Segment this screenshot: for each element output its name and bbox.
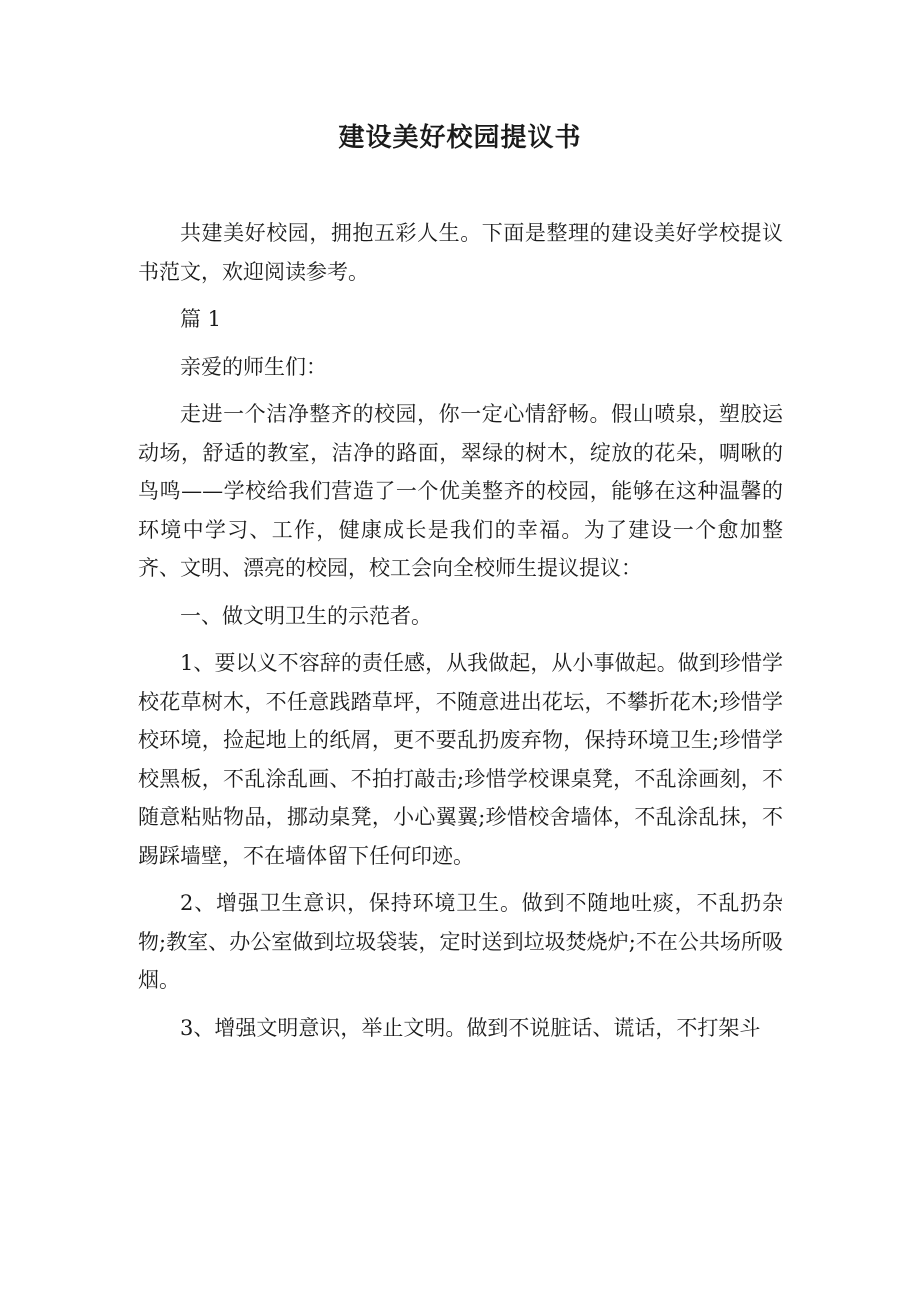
list-item: 3、增强文明意识，举止文明。做到不说脏话、谎话，不打架斗 (180, 1015, 761, 1040)
section-heading: 一、做文明卫生的示范者。 (180, 603, 432, 628)
list-item: 1、要以义不容辞的责任感，从我做起，从小事做起。做到珍惜学校花草树木，不任意践踏草坪，不随意进出花坛，不攀折花木;珍惜学校环境，捡起地上的纸屑，更不要乱扔废弃物，保持环境卫生;珍惜学校黑板，不乱涂乱画、不拍打敲击;珍惜学校课桌凳，不乱涂画刻，不随意粘贴物品，挪动桌凳，小心翼翼;珍惜校舍墙体，不乱涂乱抹，不踢踩墙壁，不在墙体留下任何印迹。 (138, 651, 783, 868)
document-title: 建设美好校园提议书 (338, 123, 582, 153)
salutation: 亲爱的师生们： (180, 354, 327, 379)
document-body (138, 214, 783, 1056)
section-label: 篇 1 (180, 307, 222, 331)
list-item: 2、增强卫生意识，保持环境卫生。做到不随地吐痰，不乱扔杂物;教室、办公室做到垃圾袋装，定时送到垃圾焚烧炉;不在公共场所吸烟。 (138, 891, 783, 992)
body-paragraph: 走进一个洁净整齐的校园，你一定心情舒畅。假山喷泉，塑胶运动场，舒适的教室，洁净的路面，翠绿的树木，绽放的花朵，啁啾的鸟鸣——学校给我们营造了一个优美整齐的校园，能够在这种温馨的环境中学习、工作，健康成长是我们的幸福。为了建设一个愈加整齐、文明、漂亮的校园，校工会向全校师生提议提议： (138, 402, 783, 580)
intro-paragraph: 共建美好校园，拥抱五彩人生。下面是整理的建设美好学校提议书范文，欢迎阅读参考。 (138, 221, 783, 284)
